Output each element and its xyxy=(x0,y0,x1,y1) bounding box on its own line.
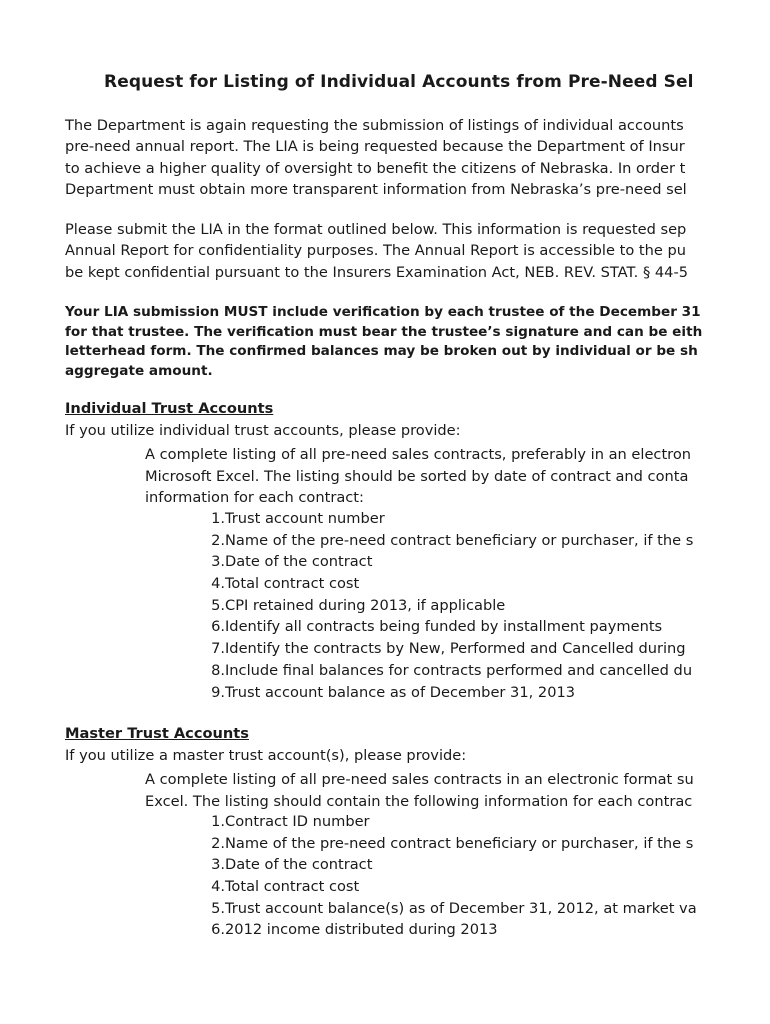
list-item xyxy=(205,854,697,876)
individual-trust-lead: If you utilize individual trust accounts, please provide: xyxy=(65,422,461,439)
list-number: 4. xyxy=(211,878,225,896)
list-number: 5. xyxy=(211,596,225,614)
master-trust-description xyxy=(145,769,694,812)
paragraph-line: Department must obtain more transparent information from Nebraska’s pre-need sel xyxy=(65,180,687,198)
description-line: information for each contract: xyxy=(145,489,364,507)
list-number: 6. xyxy=(211,921,225,939)
description-line: A complete listing of all pre-need sales contracts, preferably in an electron xyxy=(145,446,692,463)
paragraph-line: Annual Report for confidentiality purposes. The Annual Report is accessible to the pu xyxy=(65,242,686,260)
list-text: Name of the pre-need contract beneficiary or purchaser, if the s xyxy=(225,531,694,549)
description-line: Microsoft Excel. The listing should be sorted by date of contract and conta xyxy=(145,467,689,485)
paragraph-line: letterhead form. The confirmed balances may be broken out by individual or be sh xyxy=(65,343,698,359)
individual-trust-heading: Individual Trust Accounts xyxy=(65,400,274,417)
list-text: Trust account balance(s) as of December 31, 2012, at market va xyxy=(225,899,697,917)
list-item xyxy=(205,660,693,682)
paragraph-line: Please submit the LIA in the format outlined below. This information is requested sep xyxy=(65,221,687,238)
list-number: 9. xyxy=(211,683,225,701)
description-line: Excel. The listing should contain the following information for each contrac xyxy=(145,792,693,810)
list-number: 8. xyxy=(211,661,225,679)
list-text: Total contract cost xyxy=(225,878,360,896)
list-text: Include final balances for contracts performed and cancelled du xyxy=(225,661,693,679)
list-number: 2. xyxy=(211,531,225,549)
list-item xyxy=(205,573,693,595)
list-text: Date of the contract xyxy=(225,553,373,571)
list-number: 2. xyxy=(211,834,225,852)
paragraph-line: for that trustee. The verification must bear the trustee’s signature and can be eith xyxy=(65,323,703,340)
paragraph-line: aggregate amount. xyxy=(65,362,213,379)
master-trust-heading: Master Trust Accounts xyxy=(65,725,249,742)
paragraph-line: Your LIA submission MUST include verification by each trustee of the December 31 xyxy=(65,304,701,320)
list-item xyxy=(205,551,693,573)
list-number: 5. xyxy=(211,899,225,917)
list-number: 4. xyxy=(211,575,225,593)
list-text: Date of the contract xyxy=(225,856,373,874)
list-text: Trust account number xyxy=(225,510,385,527)
list-item xyxy=(205,919,697,941)
list-number: 6. xyxy=(211,618,225,636)
document-title: Request for Listing of Individual Accounts from Pre-Need Sel xyxy=(104,72,694,92)
list-number: 3. xyxy=(211,553,225,571)
list-text: Name of the pre-need contract beneficiary or purchaser, if the s xyxy=(225,834,694,852)
master-trust-lead: If you utilize a master trust account(s), please provide: xyxy=(65,747,467,764)
format-paragraph xyxy=(65,219,688,283)
list-number: 1. xyxy=(211,813,225,830)
paragraph-line: be kept confidential pursuant to the Insurers Examination Act, NEB. REV. STAT. § 44-5 xyxy=(65,263,689,281)
list-text: Contract ID number xyxy=(225,813,370,830)
paragraph-line: pre-need annual report. The LIA is being requested because the Department of Insur xyxy=(65,138,685,156)
list-item xyxy=(205,530,693,552)
list-item xyxy=(205,616,693,638)
list-number: 1. xyxy=(211,510,225,527)
list-item xyxy=(205,595,693,617)
list-item xyxy=(205,833,697,855)
list-item xyxy=(205,876,697,898)
paragraph-line: The Department is again requesting the submission of listings of individual accounts xyxy=(65,117,684,134)
list-text: Identify all contracts being funded by installment payments xyxy=(225,618,663,636)
list-item xyxy=(205,508,693,530)
list-text: Identify the contracts by New, Performed and Cancelled during xyxy=(225,640,686,658)
description-line: A complete listing of all pre-need sales contracts in an electronic format su xyxy=(145,771,694,788)
list-number: 3. xyxy=(211,856,225,874)
list-text: Total contract cost xyxy=(225,575,360,593)
list-item xyxy=(205,811,697,833)
list-item xyxy=(205,898,697,920)
paragraph-line: to achieve a higher quality of oversight to benefit the citizens of Nebraska. In order t xyxy=(65,159,686,177)
individual-trust-description xyxy=(145,444,691,509)
list-text: CPI retained during 2013, if applicable xyxy=(225,596,506,614)
list-text: 2012 income distributed during 2013 xyxy=(225,921,498,939)
individual-trust-list xyxy=(205,508,693,703)
master-trust-list xyxy=(205,811,697,941)
intro-paragraph xyxy=(65,115,687,200)
list-item xyxy=(205,638,693,660)
list-item xyxy=(205,682,693,704)
list-number: 7. xyxy=(211,640,225,658)
list-text: Trust account balance as of December 31, 2013 xyxy=(225,683,576,701)
verification-paragraph xyxy=(65,303,702,381)
